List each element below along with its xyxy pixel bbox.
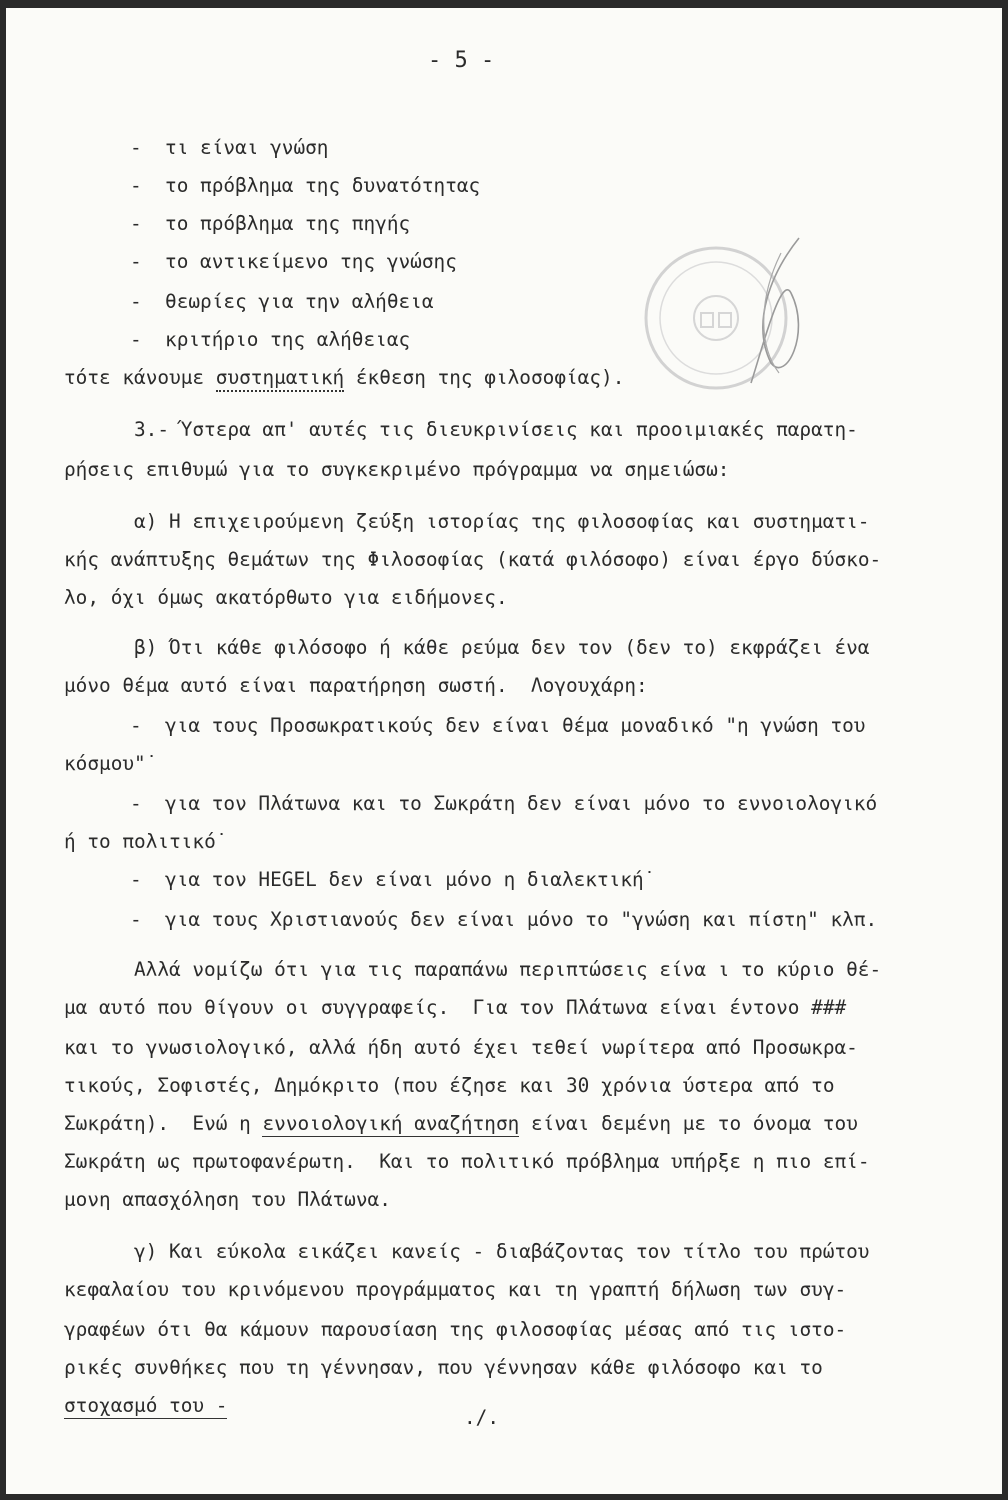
closing-pre: τότε κάνουμε bbox=[64, 366, 216, 389]
para-c-pre: Σωκράτη). Ενώ η bbox=[64, 1112, 263, 1135]
para-a-line: α) Η επιχειρούμενη ζεύξη ιστορίας της φιλοσοφίας και συστηματι- bbox=[134, 510, 870, 533]
para-g-last-line bbox=[64, 1396, 227, 1415]
underlined-phrase: εννοιολογική αναζήτηση bbox=[262, 1112, 520, 1135]
para-c-line: μονη απασχόληση του Πλάτωνα. bbox=[64, 1188, 391, 1211]
list-item: - το πρόβλημα της πηγής bbox=[130, 212, 411, 235]
page-number: - 5 - bbox=[428, 48, 495, 73]
para-c-line bbox=[64, 1114, 858, 1133]
list-item: - τι είναι γνώση bbox=[130, 136, 329, 159]
document-page bbox=[6, 8, 1002, 1494]
para-b-line: μόνο θέμα αυτό είναι παρατήρηση σωστή. Λογουχάρη: bbox=[64, 674, 648, 697]
para-b-line: - για τους Χριστιανούς δεν είναι μόνο το "γνώση και πίστη" κλπ. bbox=[130, 908, 878, 931]
continuation-mark: ./. bbox=[464, 1406, 500, 1429]
para-c-line: και το γνωσιολογικό, αλλά ήδη αυτό έχει τεθεί νωρίτερα από Προσωκρα- bbox=[64, 1036, 858, 1059]
para-c-line: Αλλά νομίζω ότι για τις παραπάνω περιπτώσεις είνα ι το κύριο θέ- bbox=[134, 958, 882, 981]
para-c-line: Σωκράτη ως πρωτοφανέρωτη. Και το πολιτικό πρόβλημα υπήρξε η πιο επί- bbox=[64, 1150, 870, 1173]
underlined-phrase: στοχασμό του - bbox=[64, 1394, 228, 1417]
underlined-word: συστηματική bbox=[216, 366, 344, 392]
para-c-post: είναι δεμένη με το όνομα του bbox=[519, 1112, 858, 1135]
closing-line bbox=[64, 368, 624, 387]
para-c-line: τικούς, Σοφιστές, Δημόκριτο (που έζησε και 30 χρόνια ύστερα από το bbox=[64, 1074, 835, 1097]
para-c-line: μα αυτό που θίγουν οι συγγραφείς. Για τον Πλάτωνα είναι έντονο ### bbox=[64, 996, 847, 1019]
para-g-line: γραφέων ότι θα κάμουν παρουσίαση της φιλοσοφίας μέσας από τις ιστο- bbox=[64, 1318, 847, 1341]
list-item: - κριτήριο της αλήθειας bbox=[130, 328, 411, 351]
para-b-line: - για τον Πλάτωνα και το Σωκράτη δεν είναι μόνο το εννοιολογικό bbox=[130, 792, 878, 815]
para-a-line: λο, όχι όμως ακατόρθωτο για ειδήμονες. bbox=[64, 586, 508, 609]
para-g-line: κεφαλαίου του κρινόμενου προγράμματος και τη γραπτή δήλωση των συγ- bbox=[64, 1278, 847, 1301]
para-b-line: ή το πολιτικό˙ bbox=[64, 830, 228, 853]
para-g-line: ρικές συνθήκες που τη γέννησαν, που γέννησαν κάθε φιλόσοφο και το bbox=[64, 1356, 823, 1379]
para-b-line: - για τους Προσωκρατικούς δεν είναι θέμα μοναδικό "η γνώση του bbox=[130, 714, 866, 737]
para-b-line: - για τον HEGEL δεν είναι μόνο η διαλεκτική˙ bbox=[130, 868, 656, 891]
closing-post: έκθεση της φιλοσοφίας). bbox=[344, 366, 625, 389]
para-b-line: β) Ότι κάθε φιλόσοφο ή κάθε ρεύμα δεν τον (δεν το) εκφράζει ένα bbox=[134, 636, 870, 659]
section-3-line: ρήσεις επιθυμώ για το συγκεκριμένο πρόγραμμα να σημειώσω: bbox=[64, 458, 730, 481]
list-item: - το πρόβλημα της δυνατότητας bbox=[130, 174, 481, 197]
para-b-line: κόσμου"˙ bbox=[64, 752, 158, 775]
para-a-line: κής ανάπτυξης θεμάτων της Φιλοσοφίας (κατά φιλόσοφο) είναι έργο δύσκο- bbox=[64, 548, 882, 571]
section-3-line: 3.- Ύστερα απ' αυτές τις διευκρινίσεις και προοιμιακές παρατη- bbox=[134, 418, 858, 441]
list-item: - το αντικείμενο της γνώσης bbox=[130, 250, 457, 273]
official-stamp-icon bbox=[621, 233, 811, 393]
para-g-line: γ) Και εύκολα εικάζει κανείς - διαβάζοντας τον τίτλο του πρώτου bbox=[134, 1240, 870, 1263]
list-item: - θεωρίες για την αλήθεια bbox=[130, 290, 434, 313]
